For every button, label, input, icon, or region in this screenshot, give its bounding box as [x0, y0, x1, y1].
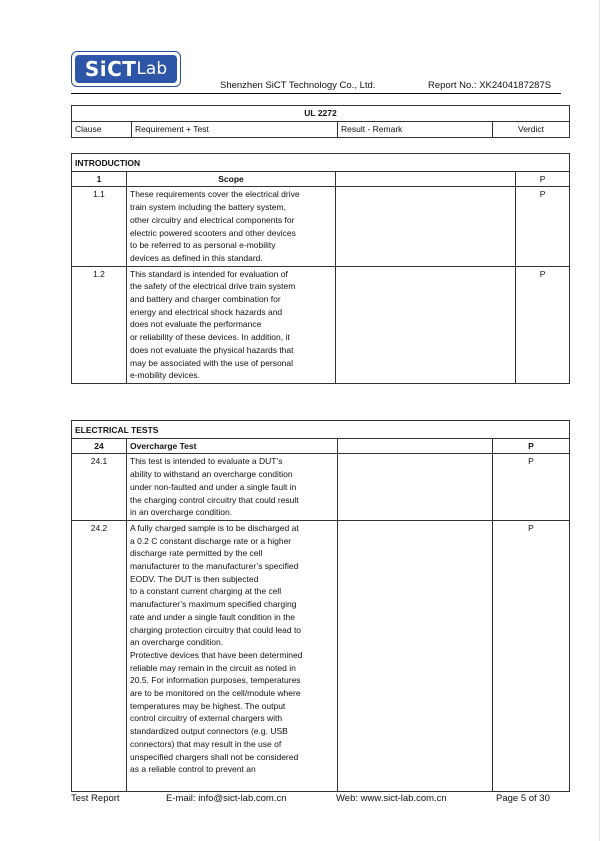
introduction-table [71, 153, 570, 384]
clause-cell: 1 [72, 171, 127, 187]
clause-cell: 24.1 [72, 454, 127, 521]
page-number: Page 5 of 30 [496, 793, 550, 804]
company-logo [71, 51, 181, 87]
verdict-cell: P [493, 438, 570, 454]
header-divider [71, 93, 561, 94]
verdict-cell: P [493, 454, 570, 521]
verdict-cell: P [516, 171, 570, 187]
clause-cell: 24 [72, 438, 127, 454]
result-cell [336, 171, 516, 187]
verdict-cell: P [493, 520, 570, 791]
requirement-cell: This standard is intended for evaluation of the safety of the electrical drive train system and battery and charger combination for energy and electrical shock hazards and does not evaluate the performance or reliability of these devices. In addition, it does not evaluate the physical hazards that may be associated with the use of personal e-mobility devices. [127, 266, 336, 383]
clause-cell: 1.1 [72, 187, 127, 266]
electrical-tests-table [71, 420, 570, 792]
logo-sub-text: Lab [136, 59, 168, 79]
result-cell [338, 438, 493, 454]
clause-cell: 1.2 [72, 266, 127, 383]
footer-email: E-mail: info@sict-lab.com.cn [166, 793, 287, 804]
logo-main-text: SiCT [84, 57, 137, 81]
clause-cell: 24.2 [72, 520, 127, 791]
table-row [72, 438, 570, 454]
footer-label: Test Report [71, 793, 120, 804]
table-row [72, 454, 570, 521]
result-cell [336, 266, 516, 383]
column-result: Result - Remark [338, 122, 493, 138]
table-row [72, 187, 570, 266]
requirement-cell: A fully charged sample is to be discharged at a 0.2 C constant discharge rate or a higher discharge rate permitted by the cell manufacturer to the manufacturer’s specified EODV. The DUT is then subjected to a constant current charging at the cell manufacturer’s maximum specified charging rate and under a single fault condition in the charging protection circuitry that could lead to an overcharge condition. Protective devices that have been determined reliable may remain in the circuit as noted in 20.5. For information purposes, temperatures are to be monitored on the cell/module where temperatures may be highest. The output control circuitry of external chargers with standardized output connectors (e.g. USB connectors) that may result in the use of unspecified chargers shall not be considered as a reliable control to prevent an [130, 522, 303, 775]
table-row [72, 171, 570, 187]
section-title-electrical: ELECTRICAL TESTS [72, 421, 570, 439]
footer-website: Web: www.sict-lab.com.cn [336, 793, 447, 804]
verdict-cell: P [516, 187, 570, 266]
column-verdict: Verdict [493, 122, 570, 138]
verdict-cell: P [516, 266, 570, 383]
standard-title: UL 2272 [72, 106, 570, 122]
result-cell [338, 520, 493, 791]
column-header-table [71, 105, 570, 138]
requirement-cell-wrap [127, 520, 338, 791]
result-cell [336, 187, 516, 266]
column-requirement: Requirement + Test [132, 122, 338, 138]
table-row [72, 520, 570, 791]
requirement-cell: These requirements cover the electrical drive train system including the battery system, other circuitry and electrical components for electric powered scooters and other devices to be referred to as personal e-mobility devices as defined in this standard. [127, 187, 336, 266]
result-cell [338, 454, 493, 521]
table-row [72, 266, 570, 383]
report-number: Report No.: XK2404187287S [428, 80, 552, 91]
requirement-cell: This test is intended to evaluate a DUT’s ability to withstand an overcharge condition under non-faulted and under a single fault in the charging control circuitry that could result in an overcharge condition. [127, 454, 338, 521]
company-name: Shenzhen SiCT Technology Co., Ltd. [220, 80, 376, 91]
column-clause: Clause [72, 122, 132, 138]
requirement-cell: Scope [127, 171, 336, 187]
requirement-cell: Overcharge Test [127, 438, 338, 454]
section-title-introduction: INTRODUCTION [72, 154, 570, 172]
